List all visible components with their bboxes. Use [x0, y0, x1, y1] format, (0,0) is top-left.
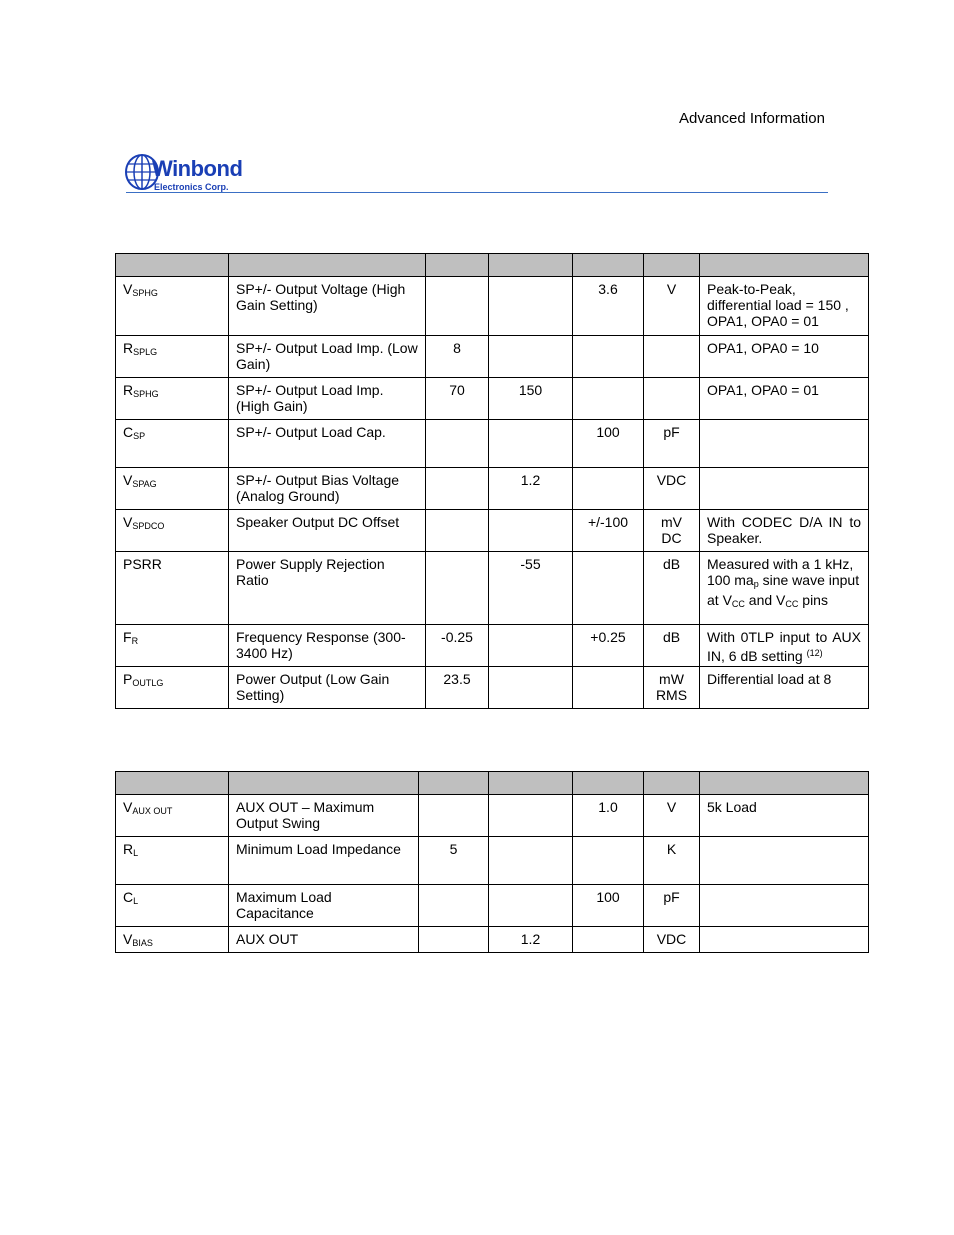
conditions-text: Peak-to-Peak, differential load = 150 , OPA1, OPA0 = 01 [707, 281, 849, 329]
max-cell: +/-100 [573, 510, 644, 552]
typ-cell [489, 625, 573, 667]
conditions-text: With 0TLP input to AUX IN, 6 dB setting [707, 629, 861, 664]
min-cell [419, 795, 489, 837]
conditions-cell [700, 927, 869, 953]
symbol-main: V [123, 472, 133, 488]
table-row [116, 420, 869, 468]
symbol-subscript: AUX OUT [132, 806, 173, 816]
symbol-cell [116, 336, 229, 378]
typ-cell [489, 795, 573, 837]
min-cell: 70 [426, 378, 489, 420]
parameter-cell: Power Output (Low Gain Setting) [229, 667, 426, 709]
winbond-logo [124, 152, 254, 194]
symbol-main: R [123, 382, 134, 398]
unit-cell: V [644, 795, 700, 837]
parameter-cell: Speaker Output DC Offset [229, 510, 426, 552]
typ-cell [489, 667, 573, 709]
max-cell [573, 336, 644, 378]
symbol-cell [116, 552, 229, 625]
min-cell: 8 [426, 336, 489, 378]
conditions-cell [700, 795, 869, 837]
symbol-subscript: SP [133, 431, 146, 441]
min-cell: 23.5 [426, 667, 489, 709]
symbol-cell [116, 885, 229, 927]
conditions-cell [700, 552, 869, 625]
max-cell: +0.25 [573, 625, 644, 667]
max-cell: 1.0 [573, 795, 644, 837]
conditions-cell [700, 510, 869, 552]
symbol-cell [116, 795, 229, 837]
max-cell [573, 378, 644, 420]
symbol-cell [116, 667, 229, 709]
conditions-superscript: (12) [806, 648, 823, 658]
max-cell: 100 [573, 885, 644, 927]
symbol-main: V [123, 281, 133, 297]
table-row [116, 837, 869, 885]
unit-cell [644, 336, 700, 378]
aux-output-table [115, 771, 869, 953]
conditions-text: sine wave input at V [707, 572, 860, 608]
unit-cell: VDC [644, 927, 700, 953]
symbol-main: R [123, 841, 134, 857]
conditions-cell [700, 468, 869, 510]
conditions-cell [700, 625, 869, 667]
parameter-cell: Maximum Load Capacitance [229, 885, 419, 927]
table-row [116, 927, 869, 953]
conditions-cell [700, 885, 869, 927]
min-cell [426, 552, 489, 625]
symbol-main: V [123, 799, 133, 815]
symbol-cell [116, 510, 229, 552]
parameter-cell: SP+/- Output Load Imp. (High Gain) [229, 378, 426, 420]
conditions-text: Measured with a 1 kHz, 100 ma [707, 556, 854, 588]
unit-cell: V [644, 277, 700, 336]
symbol-cell [116, 927, 229, 953]
min-cell: -0.25 [426, 625, 489, 667]
max-cell [573, 667, 644, 709]
min-cell [426, 277, 489, 336]
unit-cell: K [644, 837, 700, 885]
symbol-cell [116, 625, 229, 667]
unit-cell: mV DC [644, 510, 700, 552]
parameter-cell: Minimum Load Impedance [229, 837, 419, 885]
max-cell: 100 [573, 420, 644, 468]
table-row [116, 625, 869, 667]
min-cell [426, 510, 489, 552]
symbol-main: F [123, 629, 132, 645]
parameter-cell: SP+/- Output Load Imp. (Low Gain) [229, 336, 426, 378]
table-row [116, 336, 869, 378]
typ-cell: 1.2 [489, 927, 573, 953]
symbol-subscript: SPAG [132, 479, 157, 489]
symbol-cell [116, 837, 229, 885]
table-row [116, 795, 869, 837]
table-header-row [116, 254, 869, 277]
table-row [116, 277, 869, 336]
symbol-subscript: SPHG [133, 389, 159, 399]
parameter-cell: SP+/- Output Voltage (High Gain Setting) [229, 277, 426, 336]
max-cell [573, 927, 644, 953]
conditions-text: 5k Load [707, 799, 757, 815]
unit-cell: VDC [644, 468, 700, 510]
unit-cell: pF [644, 885, 700, 927]
symbol-main: V [123, 931, 133, 947]
symbol-main: R [123, 340, 134, 356]
typ-cell [489, 420, 573, 468]
conditions-text: OPA1, OPA0 = 10 [707, 340, 819, 356]
symbol-cell [116, 378, 229, 420]
parameter-cell: Power Supply Rejection Ratio [229, 552, 426, 625]
unit-cell [644, 378, 700, 420]
symbol-cell [116, 277, 229, 336]
unit-cell: mW RMS [644, 667, 700, 709]
symbol-subscript: L [133, 896, 139, 906]
conditions-cell [700, 420, 869, 468]
symbol-cell [116, 468, 229, 510]
max-cell [573, 837, 644, 885]
speaker-output-table [115, 253, 869, 709]
max-cell: 3.6 [573, 277, 644, 336]
symbol-main: PSRR [123, 556, 162, 572]
symbol-subscript: SPLG [133, 347, 158, 357]
table-row [116, 552, 869, 625]
max-cell [573, 468, 644, 510]
symbol-subscript: OUTLG [132, 678, 164, 688]
conditions-text: and V [744, 592, 786, 608]
symbol-main: P [123, 671, 133, 687]
typ-cell: 150 [489, 378, 573, 420]
parameter-cell: AUX OUT – Maximum Output Swing [229, 795, 419, 837]
symbol-main: C [123, 424, 134, 440]
min-cell [419, 885, 489, 927]
logo-wordmark: Winbond [152, 156, 243, 181]
symbol-cell [116, 420, 229, 468]
logo-subtitle: Electronics Corp. [154, 182, 229, 192]
max-cell [573, 552, 644, 625]
table-row [116, 468, 869, 510]
symbol-subscript: R [131, 636, 139, 646]
table-row [116, 885, 869, 927]
parameter-cell: Frequency Response (300-3400 Hz) [229, 625, 426, 667]
unit-cell: dB [644, 552, 700, 625]
typ-cell [489, 885, 573, 927]
min-cell [419, 927, 489, 953]
conditions-text: OPA1, OPA0 = 01 [707, 382, 819, 398]
table-row [116, 510, 869, 552]
conditions-subscript: CC [731, 599, 745, 609]
typ-cell [489, 837, 573, 885]
conditions-subscript: CC [785, 599, 799, 609]
table-row [116, 378, 869, 420]
conditions-cell [700, 336, 869, 378]
symbol-main: V [123, 514, 133, 530]
typ-cell [489, 510, 573, 552]
doc-status-label: Advanced Information [679, 110, 825, 127]
unit-cell: dB [644, 625, 700, 667]
table-row [116, 667, 869, 709]
min-cell [426, 420, 489, 468]
table-header-row [116, 772, 869, 795]
min-cell: 5 [419, 837, 489, 885]
unit-cell: pF [644, 420, 700, 468]
conditions-cell [700, 667, 869, 709]
conditions-text: pins [798, 592, 828, 608]
typ-cell: -55 [489, 552, 573, 625]
typ-cell: 1.2 [489, 468, 573, 510]
symbol-subscript: L [133, 848, 139, 858]
header-rule [126, 192, 828, 193]
parameter-cell: SP+/- Output Load Cap. [229, 420, 426, 468]
symbol-subscript: SPDCO [132, 521, 165, 531]
parameter-cell: SP+/- Output Bias Voltage (Analog Ground) [229, 468, 426, 510]
symbol-subscript: BIAS [132, 938, 153, 948]
min-cell [426, 468, 489, 510]
typ-cell [489, 336, 573, 378]
conditions-text: Differential load at 8 [707, 671, 832, 687]
conditions-cell [700, 277, 869, 336]
typ-cell [489, 277, 573, 336]
symbol-main: C [123, 889, 134, 905]
parameter-cell: AUX OUT [229, 927, 419, 953]
conditions-cell [700, 837, 869, 885]
conditions-cell [700, 378, 869, 420]
symbol-subscript: SPHG [132, 288, 158, 298]
conditions-subscript: p [753, 579, 759, 589]
conditions-text: With CODEC D/A IN to Speaker. [707, 514, 861, 546]
